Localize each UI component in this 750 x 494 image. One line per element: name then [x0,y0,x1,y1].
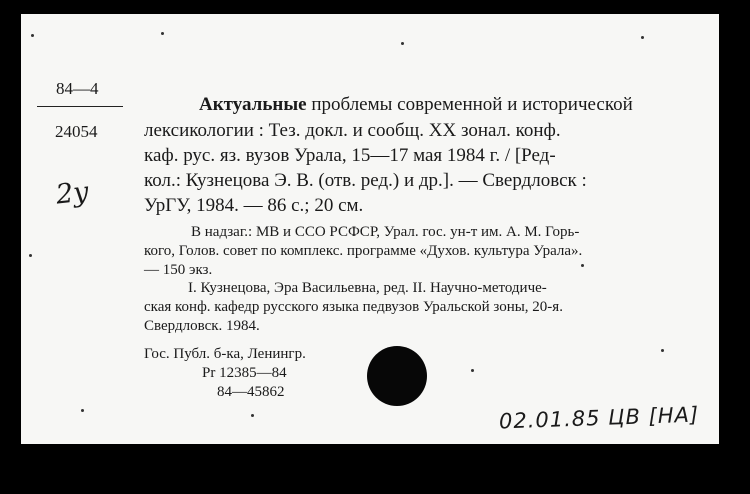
scan-speck [401,42,404,45]
shelf-mark-divider [37,106,123,107]
title-line-2: лексикологии : Тез. докл. и сообщ. XX зонал. конф. [144,120,561,141]
ink-blot [367,346,427,406]
shelf-mark-top: 84—4 [56,79,99,98]
shelf-mark-bottom: 24054 [55,122,98,141]
title-line-4: кол.: Кузнецова Э. В. (отв. ред.) и др.]. — Свердловск : [144,170,587,191]
note-line-3: — 150 экз. [144,262,213,278]
scan-speck [471,369,474,372]
scan-speck [81,409,84,412]
title-line-3: каф. рус. яз. вузов Урала, 15—17 мая 1984 г. / [Ред- [144,145,556,166]
library-line-3: 84—45862 [217,384,285,400]
scan-speck [31,34,34,37]
handwritten-mark: 2у [54,176,91,211]
title-line-5: УрГУ, 1984. — 86 с.; 20 см. [144,195,364,216]
scan-speck [661,349,664,352]
handwritten-date: 02.01.85 ЦВ [НА] [498,402,700,434]
note-line-1: В надзаг.: МВ и ССО РСФСР, Урал. гос. ун-т им. А. М. Горь- [191,224,580,240]
entries-line-1: I. Кузнецова, Эра Васильевна, ред. II. Научно-методиче- [188,280,547,296]
library-line-2: Pr 12385—84 [202,365,287,381]
scan-speck [29,254,32,257]
library-line-1: Гос. Публ. б-ка, Ленингр. [144,346,306,362]
title-bold-word: Актуальные [199,94,307,115]
note-line-2: кого, Голов. совет по комплекс. программе «Духов. культура Урала». [144,243,583,259]
scan-speck [641,36,644,39]
entries-line-2: ская конф. кафедр русского языка педвузов Уральской зоны, 20-я. [144,299,563,315]
scan-speck [251,414,254,417]
entries-line-3: Свердловск. 1984. [144,318,260,334]
title-line-1-text: проблемы современной и исторической [306,94,633,115]
catalog-card [21,14,719,444]
scan-speck [161,32,164,35]
scan-speck [581,264,584,267]
title-line-1 [199,94,633,116]
